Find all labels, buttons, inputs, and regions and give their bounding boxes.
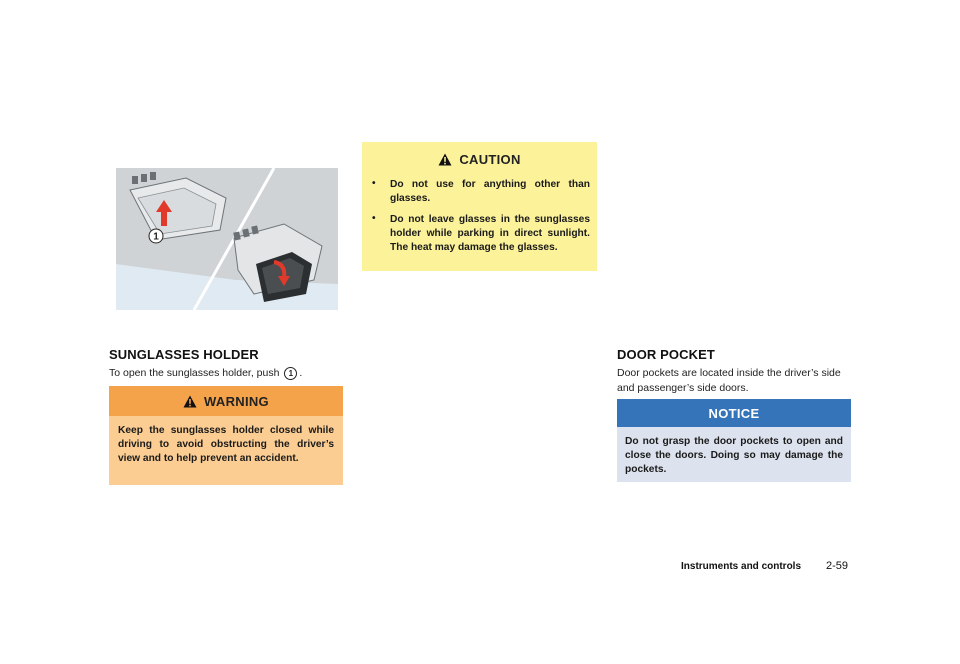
caution-item	[372, 213, 590, 255]
caution-header	[362, 148, 597, 170]
warning-triangle-icon	[183, 395, 197, 408]
warning-title: WARNING	[204, 393, 269, 409]
warning-text: Keep the sunglasses holder closed while driving to avoid obstructing the driver’s view and to help prevent an accident.	[109, 416, 343, 485]
notice-text: Do not grasp the door pockets to open and close the doors. Doing so may damage the pockets.	[617, 427, 851, 482]
sunglasses-text-suffix: .	[299, 367, 303, 379]
caution-bullet: •	[372, 178, 376, 189]
page-number: 2-59	[826, 560, 849, 572]
sunglasses-holder-text	[109, 366, 349, 381]
caution-bullet: •	[372, 213, 376, 224]
figure-marker: 1	[153, 231, 159, 243]
warning-header	[109, 386, 343, 416]
notice-header	[617, 399, 851, 427]
caution-item	[372, 178, 590, 206]
caution-list	[372, 178, 590, 262]
notice-title: NOTICE	[708, 405, 760, 421]
door-pocket-title: DOOR POCKET	[617, 347, 715, 362]
caution-item-text: Do not leave glasses in the sunglasses holder while parking in direct sunlight. The heat may damage the glasses.	[390, 214, 590, 253]
caution-item-text: Do not use for anything other than glasses.	[390, 179, 590, 204]
caution-box	[362, 142, 597, 271]
door-pocket-text: Door pockets are located inside the driver’s side and passenger’s side doors.	[617, 367, 841, 394]
sunglasses-text-prefix: To open the sunglasses holder, push	[109, 367, 280, 379]
sunglasses-holder-title: SUNGLASSES HOLDER	[109, 347, 259, 362]
footer-section-label: Instruments and controls	[681, 561, 802, 572]
caution-triangle-icon	[438, 153, 452, 166]
sunglasses-holder-illustration	[116, 168, 338, 310]
caution-title: CAUTION	[459, 151, 521, 167]
sunglasses-holder-figure	[116, 168, 338, 310]
circled-marker: 1	[284, 367, 297, 380]
